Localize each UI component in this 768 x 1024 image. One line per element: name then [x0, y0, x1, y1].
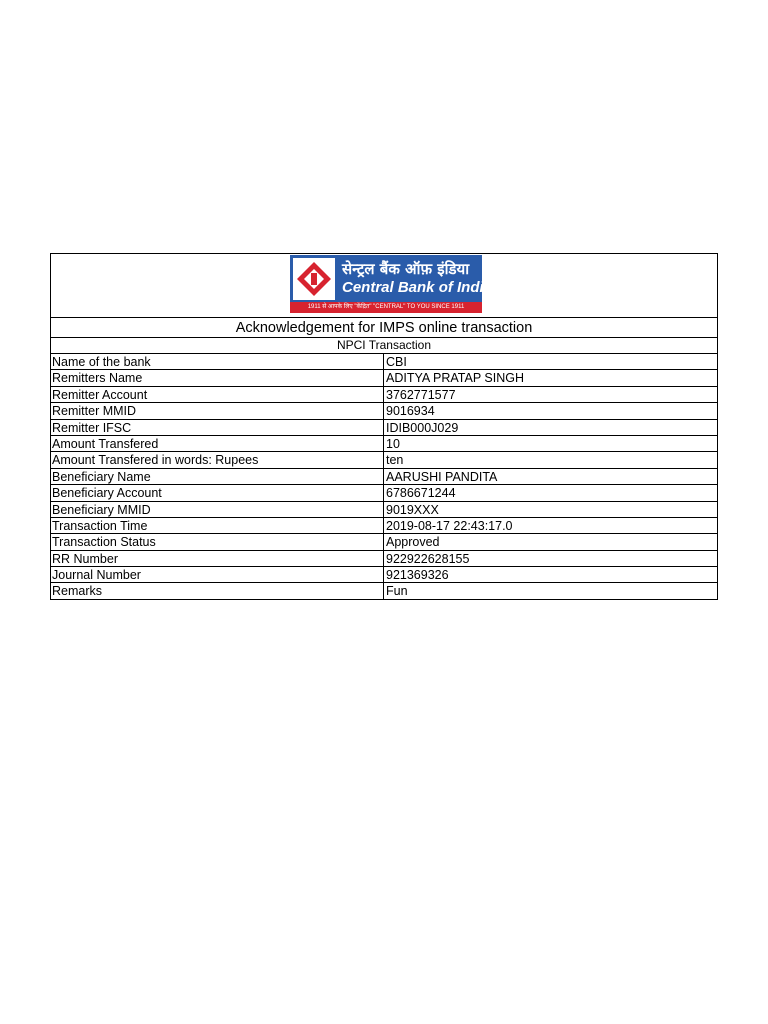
- table-row: [51, 502, 717, 518]
- row-label: Remitter MMID: [51, 403, 384, 418]
- logo-hindi-name: सेन्ट्रल बैंक ऑफ़ इंडिया: [342, 260, 470, 278]
- table-row: [51, 370, 717, 386]
- row-label: Journal Number: [51, 567, 384, 582]
- row-value: 6786671244: [386, 486, 456, 501]
- row-label: Remitters Name: [51, 370, 384, 385]
- row-value: 3762771577: [386, 387, 456, 402]
- page-subtitle: NPCI Transaction: [51, 338, 717, 354]
- table-row: [51, 354, 717, 370]
- row-label: Remarks: [51, 583, 384, 598]
- row-label: Beneficiary Account: [51, 485, 384, 500]
- logo-english-name: Central Bank of India: [342, 279, 493, 296]
- table-row: [51, 583, 717, 598]
- page-title: Acknowledgement for IMPS online transaction: [51, 318, 717, 338]
- row-value: 9016934: [386, 404, 435, 419]
- table-row: [51, 452, 717, 468]
- row-value: 9019XXX: [386, 502, 439, 517]
- logo-tagline: 1911 से आपके लिए "केंद्रित" "CENTRAL" TO YOU SINCE 1911: [290, 302, 482, 313]
- row-label: Beneficiary Name: [51, 469, 384, 484]
- table-row: [51, 403, 717, 419]
- logo-row: [51, 254, 717, 318]
- row-label: Amount Transfered: [51, 436, 384, 451]
- row-value: 921369326: [386, 568, 449, 583]
- central-bank-logo: [290, 255, 493, 313]
- row-value: AARUSHI PANDITA: [386, 469, 498, 484]
- row-value: ADITYA PRATAP SINGH: [386, 371, 524, 386]
- row-label: Remitter Account: [51, 387, 384, 402]
- table-row: [51, 469, 717, 485]
- acknowledgement-document: [50, 253, 718, 600]
- row-value: 2019-08-17 22:43:17.0: [386, 518, 513, 533]
- table-row: [51, 436, 717, 452]
- row-value: CBI: [386, 355, 407, 369]
- row-label: Remitter IFSC: [51, 420, 384, 435]
- table-row: [51, 518, 717, 534]
- row-label: RR Number: [51, 551, 384, 566]
- row-label: Transaction Status: [51, 534, 384, 549]
- row-label: Name of the bank: [51, 354, 384, 369]
- row-value: Approved: [386, 535, 440, 550]
- table-row: [51, 485, 717, 501]
- table-row: [51, 534, 717, 550]
- table-row: [51, 420, 717, 436]
- row-label: Amount Transfered in words: Rupees: [51, 452, 384, 467]
- row-value: Fun: [386, 584, 408, 599]
- transaction-details-table: [51, 354, 717, 599]
- row-value: IDIB000J029: [386, 420, 459, 435]
- row-value: 10: [386, 436, 400, 451]
- row-value: ten: [386, 453, 404, 468]
- row-value: 922922628155: [386, 551, 470, 566]
- row-label: Beneficiary MMID: [51, 502, 384, 517]
- table-row: [51, 387, 717, 403]
- table-row: [51, 551, 717, 567]
- bank-emblem-icon: [293, 258, 335, 300]
- row-label: Transaction Time: [51, 518, 384, 533]
- table-row: [51, 567, 717, 583]
